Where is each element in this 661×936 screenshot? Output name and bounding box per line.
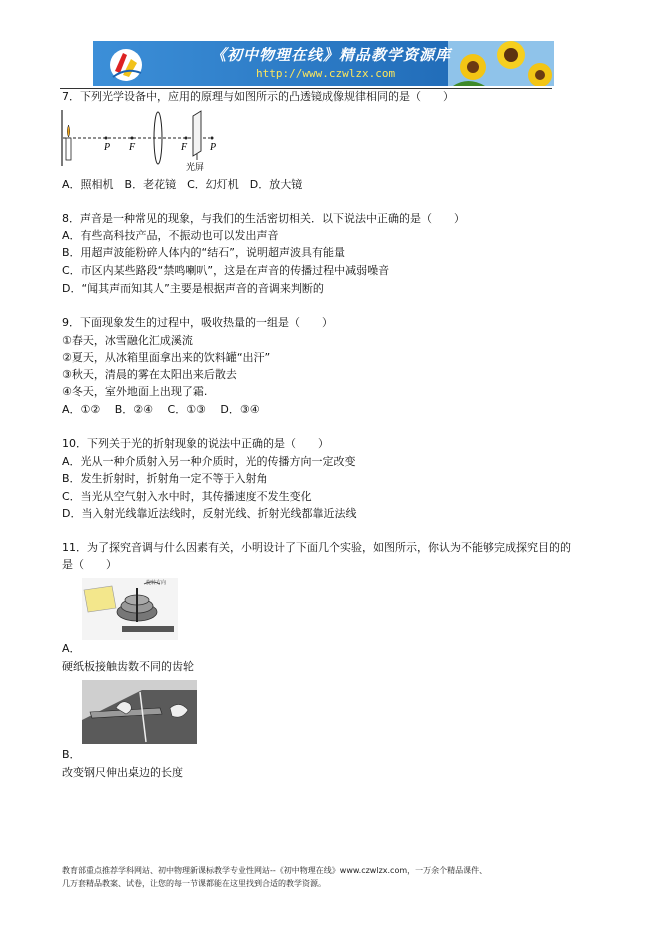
q8-stem: 8．声音是一种常见的现象，与我们的生活密切相关．以下说法中正确的是（ ）: [62, 212, 465, 225]
q10-option-c: C．当光从空气射入水中时，其传播速度不发生变化: [62, 490, 312, 503]
q11-stem-line1: 11．为了探究音调与什么因素有关，小明设计了下面几个实验，如图所示，你认为不能够完成探究目的的: [62, 541, 571, 554]
header-rule: [60, 88, 552, 89]
footer-line2: 几万套精品教案、试卷，让您的每一节课都能在这里找到合适的教学资源。: [62, 879, 326, 888]
header-url[interactable]: http://www.czwlzx.com: [256, 67, 396, 80]
q8-option-b: B．用超声波能粉碎人体内的“结石”，说明超声波具有能量: [62, 246, 345, 259]
q10-stem: 10．下列关于光的折射现象的说法中正确的是（ ）: [62, 437, 329, 450]
q11-figure-b: [82, 680, 197, 744]
ruler-desk-icon: [82, 680, 197, 744]
q8-option-a: A．有些高科技产品，不振动也可以发出声音: [62, 229, 279, 242]
q11-option-a-letter: A．: [62, 642, 81, 655]
q9-item-2: ②夏天，从冰箱里面拿出来的饮料罐“出汗”: [62, 351, 271, 364]
fig-label-f2: F: [181, 142, 188, 153]
q11-option-b-letter: B．: [62, 748, 81, 761]
q9-stem: 9．下面现象发生的过程中，吸收热量的一组是（ ）: [62, 316, 333, 329]
sunflower-icon: [448, 41, 554, 86]
fig-label-screen: 光屏: [186, 163, 205, 173]
q9-options: A．①② B．②④ C．①③ D．③④: [62, 403, 260, 416]
q8-option-d: D．“闻其声而知其人”主要是根据声音的音调来判断的: [62, 282, 324, 295]
gear-wheel-icon: [82, 578, 178, 640]
fig-label-f1: F: [129, 142, 136, 153]
logo-icon: [110, 49, 142, 81]
q10-option-b: B．发生折射时，折射角一定不等于入射角: [62, 472, 268, 485]
q7-lens-figure: [60, 108, 222, 174]
q11-option-a-text: 硬纸板接触齿数不同的齿轮: [62, 660, 194, 673]
q11-option-b-text: 改变钢尺伸出桌边的长度: [62, 766, 183, 779]
q9-item-4: ④冬天，室外地面上出现了霜.: [62, 385, 208, 398]
header-title: 《初中物理在线》精品教学资源库: [211, 46, 452, 64]
header-banner: [93, 41, 554, 86]
q7-options: A．照相机 B．老花镜 C．幻灯机 D．放大镜: [62, 178, 303, 191]
q7-stem: 7．下列光学设备中，应用的原理与如图所示的凸透镜成像规律相同的是（ ）: [62, 90, 454, 103]
fig-label-p2: P: [210, 142, 217, 153]
q9-item-3: ③秋天，清晨的雾在太阳出来后散去: [62, 368, 237, 381]
q9-item-1: ①春天，冰雪融化汇成溪流: [62, 334, 193, 347]
candle-icon: [66, 125, 71, 160]
light-screen-icon: [193, 111, 201, 160]
fig-label-p1: P: [104, 142, 111, 153]
q10-option-d: D．当入射光线靠近法线时，反射光线、折射光线都靠近法线: [62, 507, 357, 520]
q11-figure-a: [82, 578, 178, 640]
rotation-direction-label: 旋转方向: [146, 580, 167, 586]
footer-line1: 教育部重点推荐学科网站、初中物理新课标教学专业性网站--《初中物理在线》www.czwlzx.com，一万余个精品课件、: [62, 866, 488, 875]
q11-stem-line2: 是（ ）: [62, 558, 117, 571]
q8-option-c: C．市区内某些路段“禁鸣喇叭”，这是在声音的传播过程中减弱噪音: [62, 264, 390, 277]
q10-option-a: A．光从一种介质射入另一种介质时，光的传播方向一定改变: [62, 455, 356, 468]
